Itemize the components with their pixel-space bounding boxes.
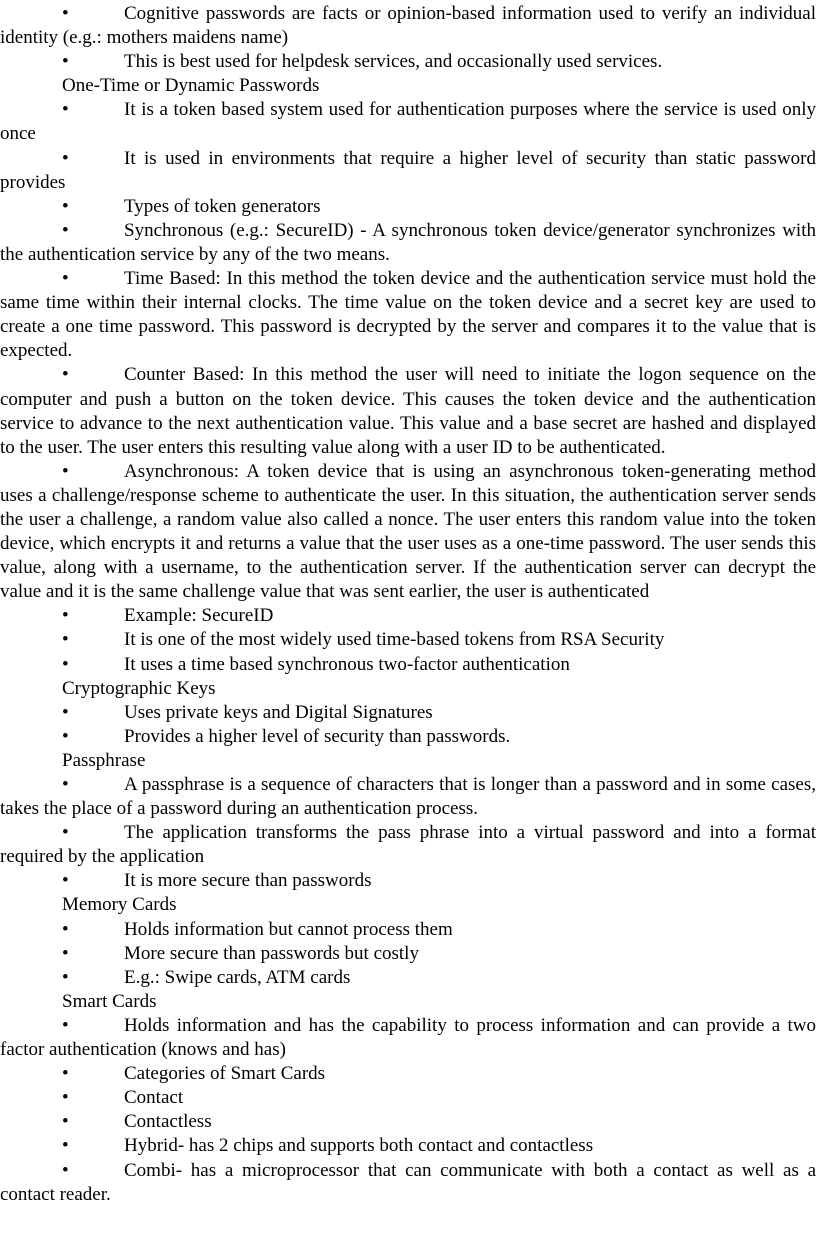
bullet-text: More secure than passwords but costly bbox=[124, 942, 419, 964]
section-heading: Passphrase bbox=[62, 749, 146, 771]
bullet-text: This is best used for helpdesk services, and occasionally used services. bbox=[124, 51, 663, 73]
bullet-marker: • bbox=[62, 1063, 69, 1085]
bullet-item bbox=[0, 363, 816, 459]
bullet-marker: • bbox=[62, 918, 69, 940]
bullet-marker: • bbox=[62, 195, 69, 217]
bullet-text: Example: SecureID bbox=[124, 605, 274, 627]
bullet-marker: • bbox=[62, 629, 69, 651]
bullet-marker: • bbox=[62, 460, 69, 482]
bullet-text: It is one of the most widely used time-based tokens from RSA Security bbox=[124, 629, 665, 651]
bullet-item bbox=[0, 821, 816, 869]
bullet-marker: • bbox=[62, 653, 69, 675]
bullet-item bbox=[0, 219, 816, 267]
section-heading: One-Time or Dynamic Passwords bbox=[62, 75, 320, 97]
section-heading: Smart Cards bbox=[62, 990, 157, 1012]
section-heading: Cryptographic Keys bbox=[62, 677, 216, 699]
bullet-item bbox=[0, 195, 816, 219]
bullet-marker: • bbox=[62, 701, 69, 723]
bullet-item bbox=[0, 1014, 816, 1062]
bullet-marker: • bbox=[62, 268, 69, 290]
bullet-item bbox=[0, 604, 816, 628]
bullet-item bbox=[0, 1110, 816, 1134]
bullet-item bbox=[0, 628, 816, 652]
bullet-text: It is more secure than passwords bbox=[124, 870, 372, 892]
bullet-marker: • bbox=[62, 1111, 69, 1133]
bullet-text: Asynchronous: A token device that is using an asynchronous token-generating method uses a challenge/response scheme to authenticate the user. In this situation, the authentication server sends the user a challenge, a random value also called a nonce. The user enters this random value into the token device, which encrypts it and returns a value that the user uses as a one-time password. The user sends this value, along with a username, to the authentication server. If the authentication server can decrypt the value and it is the same challenge value that was sent earlier, the user is authenticated bbox=[0, 460, 816, 603]
document-page bbox=[0, 2, 816, 1207]
bullet-marker: • bbox=[62, 51, 69, 73]
bullet-item bbox=[0, 1134, 816, 1158]
bullet-text: Time Based: In this method the token device and the authentication service must hold the same time within their internal clocks. The time value on the token device and a secret key are used to create a one time password. This password is decrypted by the server and compares it to the value that is expected. bbox=[0, 268, 816, 362]
bullet-item bbox=[0, 147, 816, 195]
bullet-marker: • bbox=[62, 1159, 69, 1181]
bullet-marker: • bbox=[62, 1135, 69, 1157]
bullet-text: Contactless bbox=[124, 1111, 212, 1133]
bullet-marker: • bbox=[62, 942, 69, 964]
bullet-marker: • bbox=[62, 364, 69, 386]
bullet-marker: • bbox=[62, 1014, 69, 1036]
bullet-text: Counter Based: In this method the user will need to initiate the logon sequence on the computer and push a button on the token device. This causes the token device and the authentication service to advance to the next authentication value. This value and a base secret are hashed and displayed to the user. The user enters this resulting value along with a user ID to be authenticated. bbox=[0, 364, 816, 458]
bullet-marker: • bbox=[62, 774, 69, 795]
bullet-marker: • bbox=[62, 3, 69, 24]
bullet-text: Synchronous (e.g.: SecureID) - A synchronous token device/generator synchronizes with the authentication service by any of the two means. bbox=[0, 219, 816, 265]
bullet-text: Categories of Smart Cards bbox=[124, 1063, 326, 1085]
bullet-text: Provides a higher level of security than passwords. bbox=[124, 725, 511, 747]
bullet-text: Cognitive passwords are facts or opinion-based information used to verify an individual identity (e.g.: mothers maidens name) bbox=[0, 3, 816, 49]
bullet-marker: • bbox=[62, 605, 69, 627]
bullet-marker: • bbox=[62, 1087, 69, 1109]
bullet-text: Contact bbox=[124, 1087, 184, 1109]
bullet-item bbox=[0, 50, 816, 74]
bullet-marker: • bbox=[62, 99, 69, 121]
bullet-text: Hybrid- has 2 chips and supports both contact and contactless bbox=[124, 1135, 594, 1157]
bullet-item bbox=[0, 267, 816, 363]
bullet-item bbox=[0, 725, 816, 749]
section-heading: Memory Cards bbox=[62, 894, 177, 916]
bullet-text: It uses a time based synchronous two-factor authentication bbox=[124, 653, 570, 675]
bullet-marker: • bbox=[62, 966, 69, 988]
bullet-item bbox=[0, 701, 816, 725]
bullet-item bbox=[0, 98, 816, 146]
bullet-marker: • bbox=[62, 870, 69, 892]
bullet-text: E.g.: Swipe cards, ATM cards bbox=[124, 966, 351, 988]
bullet-item bbox=[0, 869, 816, 893]
bullet-item bbox=[0, 1086, 816, 1110]
bullet-text: The application transforms the pass phrase into a virtual password and into a format required by the application bbox=[0, 822, 816, 868]
bullet-item bbox=[0, 2, 816, 50]
bullet-text: It is used in environments that require a higher level of security than static password provides bbox=[0, 147, 816, 193]
bullet-text: It is a token based system used for authentication purposes where the service is used only once bbox=[0, 99, 816, 145]
bullet-text: Types of token generators bbox=[124, 195, 321, 217]
bullet-item bbox=[0, 918, 816, 942]
bullet-marker: • bbox=[62, 147, 69, 169]
bullet-item bbox=[0, 966, 816, 990]
bullet-text: Uses private keys and Digital Signatures bbox=[124, 701, 433, 723]
bullet-item bbox=[0, 460, 816, 605]
bullet-item bbox=[0, 773, 816, 821]
bullet-marker: • bbox=[62, 219, 69, 241]
bullet-text: Holds information but cannot process them bbox=[124, 918, 453, 940]
bullet-text: Holds information and has the capability to process information and can provide a two factor authentication (knows and has) bbox=[0, 1014, 816, 1061]
bullet-item bbox=[0, 653, 816, 677]
bullet-marker: • bbox=[62, 822, 69, 844]
bullet-text: Combi- has a microprocessor that can communicate with both a contact as well as a contact reader. bbox=[0, 1159, 816, 1205]
bullet-item bbox=[0, 1159, 816, 1207]
bullet-item bbox=[0, 1062, 816, 1086]
bullet-text: A passphrase is a sequence of characters that is longer than a password and in some cases, takes the place of a password during an authentication process. bbox=[0, 774, 816, 820]
bullet-marker: • bbox=[62, 725, 69, 747]
bullet-item bbox=[0, 942, 816, 966]
